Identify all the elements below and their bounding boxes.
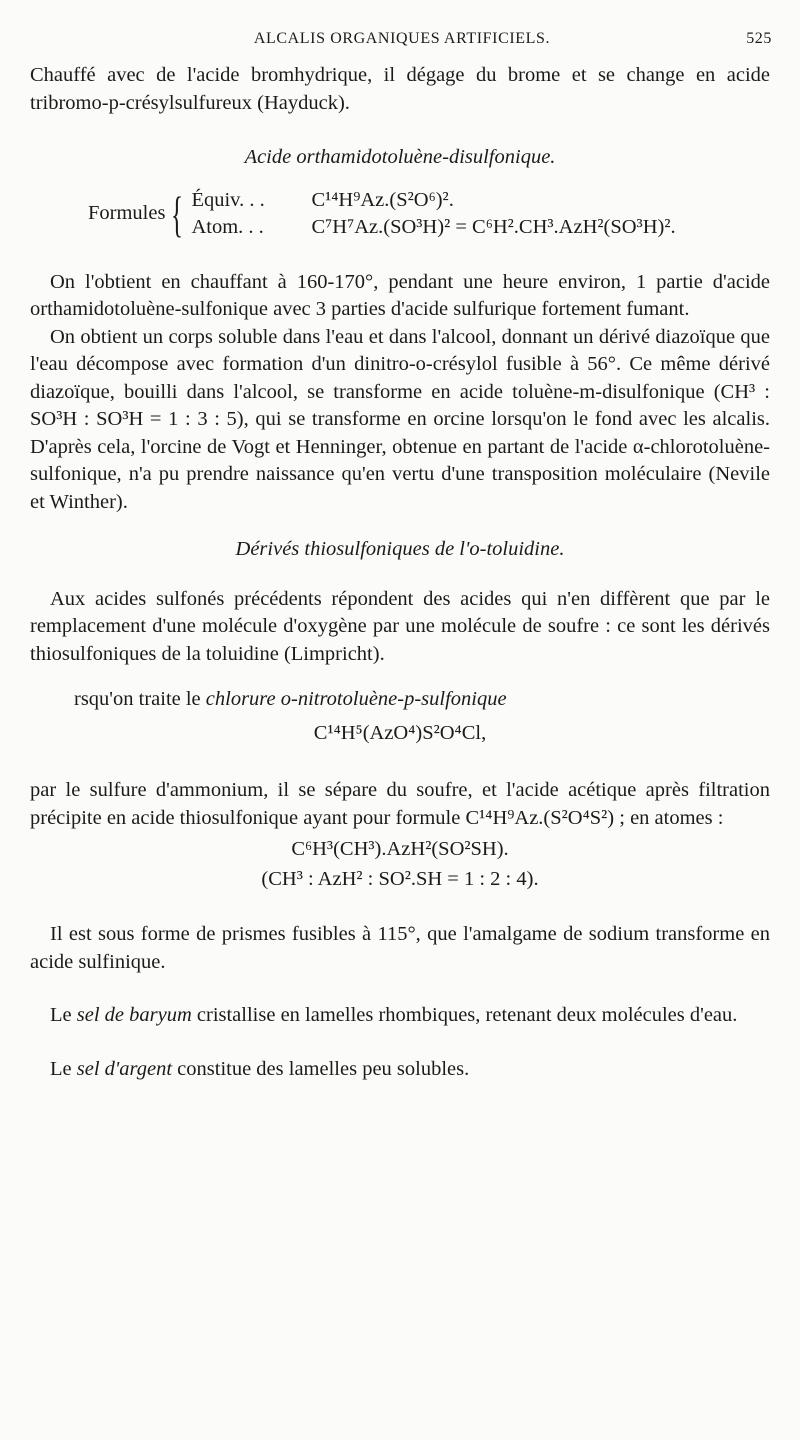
paragraph-barium-salt: [30, 1002, 770, 1030]
barium-rest: cristallise en lamelles rhombiques, retenant deux molécules d'eau.: [196, 1004, 738, 1026]
header-title: ALCALIS ORGANIQUES ARTIFICIELS.: [253, 30, 551, 47]
chloride-lead: rsqu'on traite le: [74, 688, 201, 710]
barium-salt-name: sel de baryum: [76, 1004, 192, 1026]
silver-rest: constitue des lamelles peu solubles.: [177, 1057, 470, 1080]
formulas-label: Formules: [88, 201, 166, 224]
section-heading-thiosulfoniques: Dérivés thiosulfoniques de l'o-toluidine.: [235, 538, 565, 560]
formula-atom-label: Atom. . .: [191, 215, 264, 238]
silver-salt-name: sel d'argent: [76, 1057, 173, 1080]
paragraph-chloride: [30, 686, 770, 714]
page-body: [30, 62, 770, 1083]
formula-atoms-2: (CH³ : AzH² : SO².SH = 1 : 2 : 4).: [261, 867, 539, 890]
barium-lead: Le: [50, 1004, 72, 1026]
running-header: [32, 30, 772, 60]
paragraph-thiosulfonic-intro: Aux acides sulfonés précédents répondent des acides qui n'en diffèrent que par le remplacement d'une molécule d'oxygène par une molécule de soufre : ce sont les dérivés thiosulfoniques de la toluidine (Limpricht).: [30, 587, 770, 665]
formula-equiv-row: [191, 187, 675, 214]
chloride-name: chlorure o-nitrotoluène-p-sulfonique: [205, 688, 507, 710]
formula-equiv-label: Équiv. . .: [191, 188, 265, 211]
formula-equiv: C¹⁴H⁹Az.(S²O⁶)².: [311, 188, 454, 211]
formula-chloride: C¹⁴H⁵(AzO⁴)S²O⁴Cl,: [313, 721, 487, 744]
formula-atom: C⁷H⁷Az.(SO³H)² = C⁶H².CH³.AzH²(SO³H)².: [311, 215, 676, 238]
paragraph-properties: On obtient un corps soluble dans l'eau et dans l'alcool, donnant un dérivé diazoïque que l'eau décompose avec formation d'un dinitro-o-crésylol fusible à 56°. Ce même dérivé diazoïque, bouilli dans l'alcool, se transforme en acide toluène-m-disulfonique (CH³ : SO³H : SO³H = 1 : 3 : 5), qui se transforme en orcine lorsqu'on le fond avec les alcalis. D'après cela, l'orcine de Vogt et Henninger, obtenue en partant de l'acide α-chlorotoluène-sulfonique, n'a pu prendre naissance qu'en vertu d'une transposition moléculaire (Nevile et Winther).: [30, 325, 770, 513]
paragraph-ammonium-sulfide: par le sulfure d'ammonium, il se sépare du soufre, et l'acide acétique après filtration précipite en acide thiosulfonique ayant pour formule C¹⁴H⁹Az.(S²O⁴S²) ; en atomes :: [30, 779, 770, 829]
paragraph-silver-salt: [30, 1056, 770, 1084]
silver-lead: Le: [50, 1057, 72, 1080]
left-brace: {: [171, 185, 184, 242]
formulas-block: [88, 187, 770, 241]
paragraph-preparation: On l'obtient en chauffant à 160-170°, pendant une heure environ, 1 partie d'acide orthamidotoluène-sulfonique avec 3 parties d'acide sulfurique fortement fumant.: [30, 270, 770, 320]
page-number: 525: [746, 30, 772, 47]
formula-atoms-1: C⁶H³(CH³).AzH²(SO²SH).: [291, 838, 509, 860]
paragraph-intro: Chauffé avec de l'acide bromhydrique, il dégage du brome et se change en acide tribromo-p-crésylsulfureux (Hayduck).: [30, 64, 770, 114]
section-heading-disulfonique: Acide orthamidotoluène-disulfonique.: [244, 146, 556, 168]
paragraph-prisms: Il est sous forme de prismes fusibles à 115°, que l'amalgame de sodium transforme en acide sulfinique.: [30, 923, 770, 973]
formula-atom-row: [191, 214, 675, 241]
